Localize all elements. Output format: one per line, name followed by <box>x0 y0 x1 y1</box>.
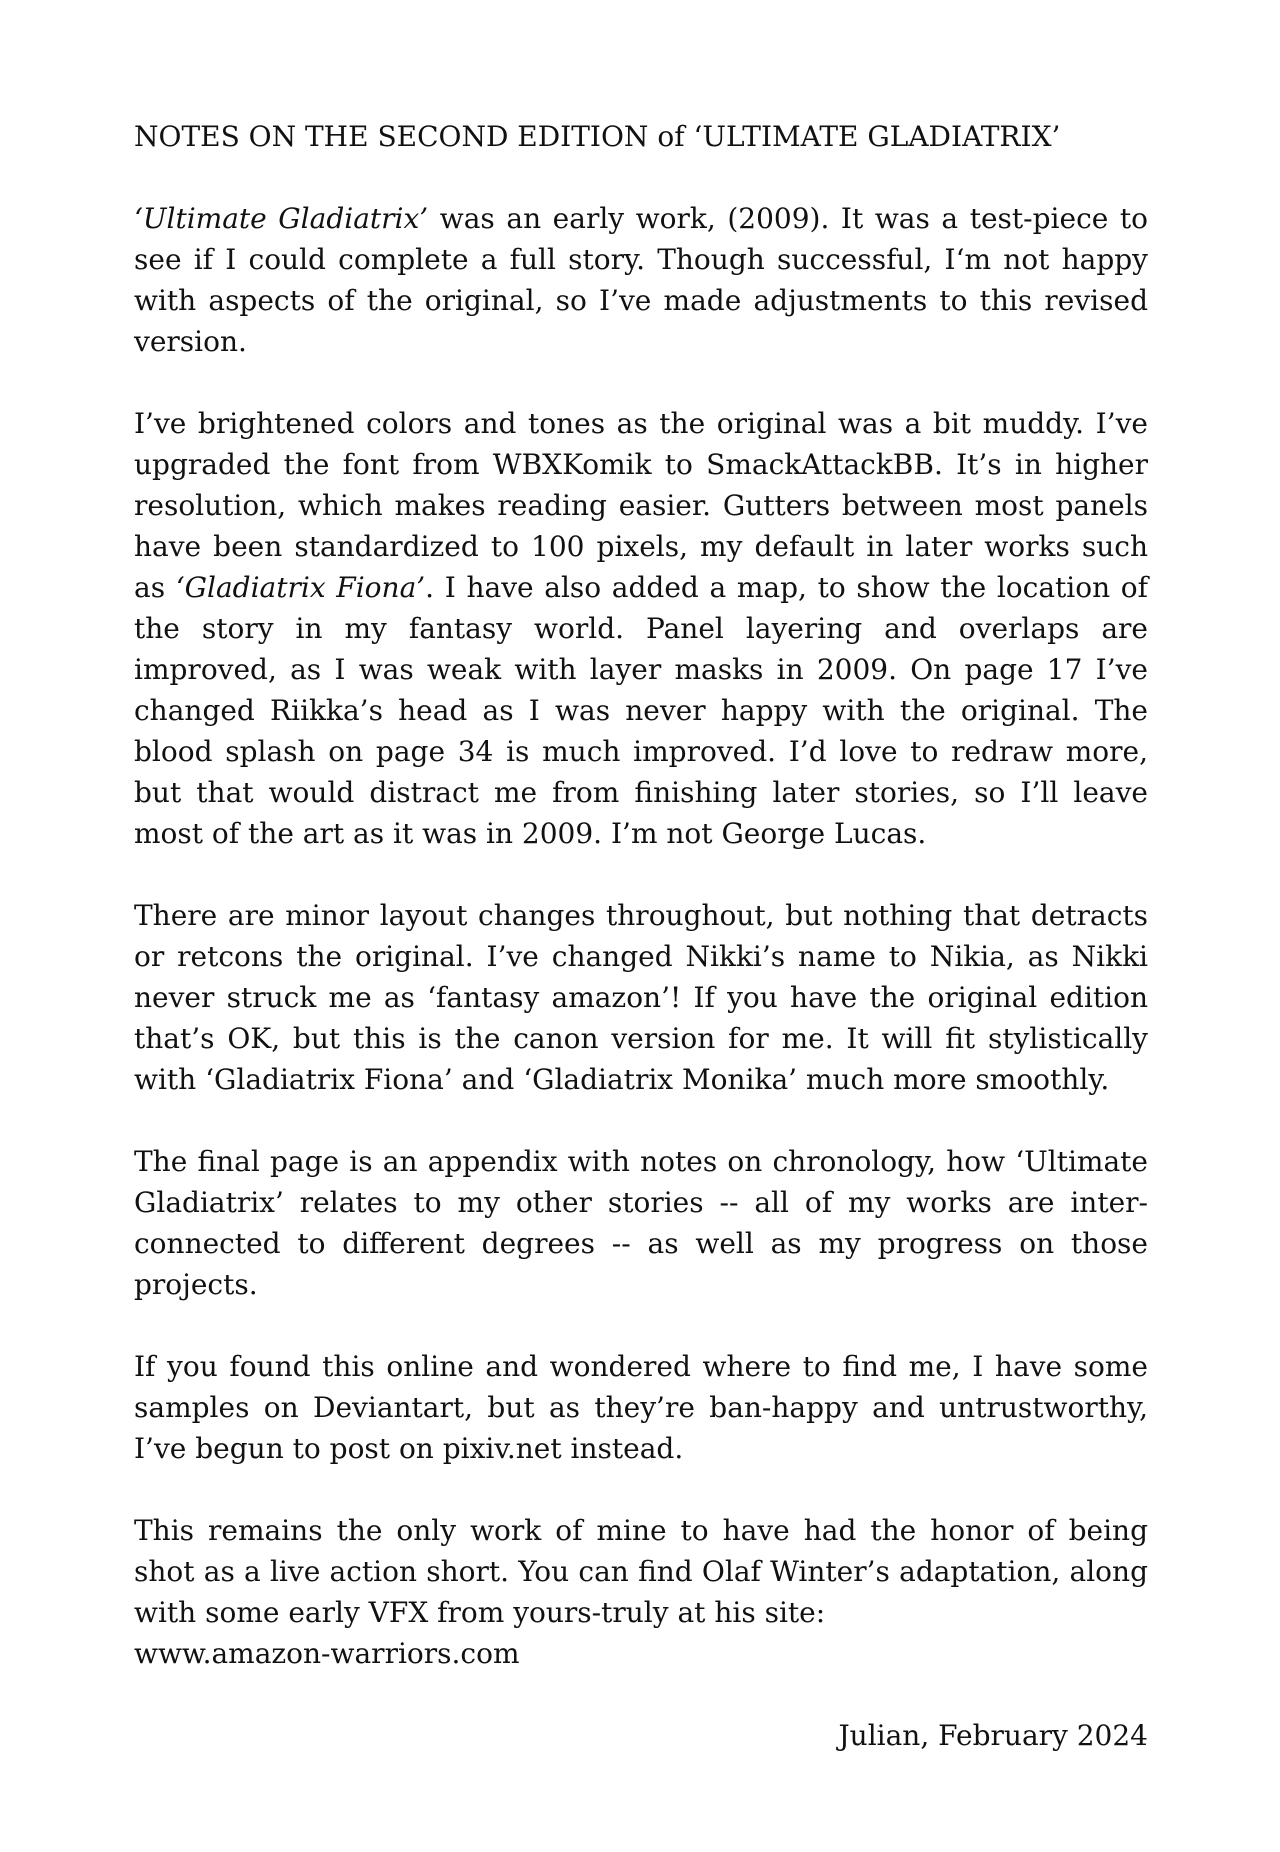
book-title-emphasis: ‘Ultimate Gladiatrix’ <box>134 202 429 235</box>
paragraph-live-action-text: This remains the only work of mine to have had the honor of being shot as a live action short. You can find Olaf Winter’s adaptation, along with some early VFX from yours-truly at his site: <box>134 1514 1148 1629</box>
paragraph-intro-text: was an early work, (2009). It was a test-piece to see if I could complete a full story. Though successful, I‘m not happy with aspects of the original, so I’ve made adjustments to this revised version. <box>134 202 1149 358</box>
signature: Julian, February 2024 <box>838 1719 1148 1752</box>
paragraph-changes <box>134 403 1148 854</box>
paragraph-layout: There are minor layout changes throughout, but nothing that detracts or retcons the original. I’ve changed Nikki’s name to Nikia, as Nikki never struck me as ‘fantasy amazon’! If you have the original edition that’s OK, but this is the canon version for me. It will fit stylistically with ‘Gladiatrix Fiona’ and ‘Gladiatrix Monika’ much more smoothly. <box>134 899 1148 1096</box>
document-title: NOTES ON THE SECOND EDITION of ‘ULTIMATE GLADIATRIX’ <box>134 120 1061 153</box>
paragraph-online: If you found this online and wondered where to find me, I have some samples on Deviantart, but as they’re ban-happy and untrustworthy, I’ve begun to post on pixiv.net instead. <box>134 1350 1148 1465</box>
book-title-emphasis: ‘Gladiatrix Fiona’ <box>175 571 426 604</box>
paragraph-changes-text-b: . I have also added a map, to show the location of the story in my fantasy world. Panel layering and overlaps are improved, as I was weak with layer masks in 2009. On page 17 I’ve changed Riikka’s head as I was never happy with the original. The blood splash on page 34 is much improved. I’d love to redraw more, but that would distract me from finishing later stories, so I’ll leave most of the art as it was in 2009. I’m not George Lucas. <box>134 571 1149 850</box>
paragraph-changes-text-a: I’ve brightened colors and tones as the original was a bit muddy. I’ve upgraded the font from WBXKomik to SmackAttackBB. It’s in higher resolution, which makes reading easier. Gutters between most panels have been standardized to 100 pixels, my default in later works such as <box>134 407 1148 604</box>
website-url: www.amazon-warriors.com <box>134 1637 520 1670</box>
paragraph-live-action <box>134 1510 1148 1674</box>
paragraph-appendix: The final page is an appendix with notes on chronology, how ‘Ultimate Gladiatrix’ relates to my other stories -- all of my works are inter-connected to different degrees -- as well as my progress on those projects. <box>134 1145 1148 1301</box>
paragraph-intro <box>134 198 1148 362</box>
